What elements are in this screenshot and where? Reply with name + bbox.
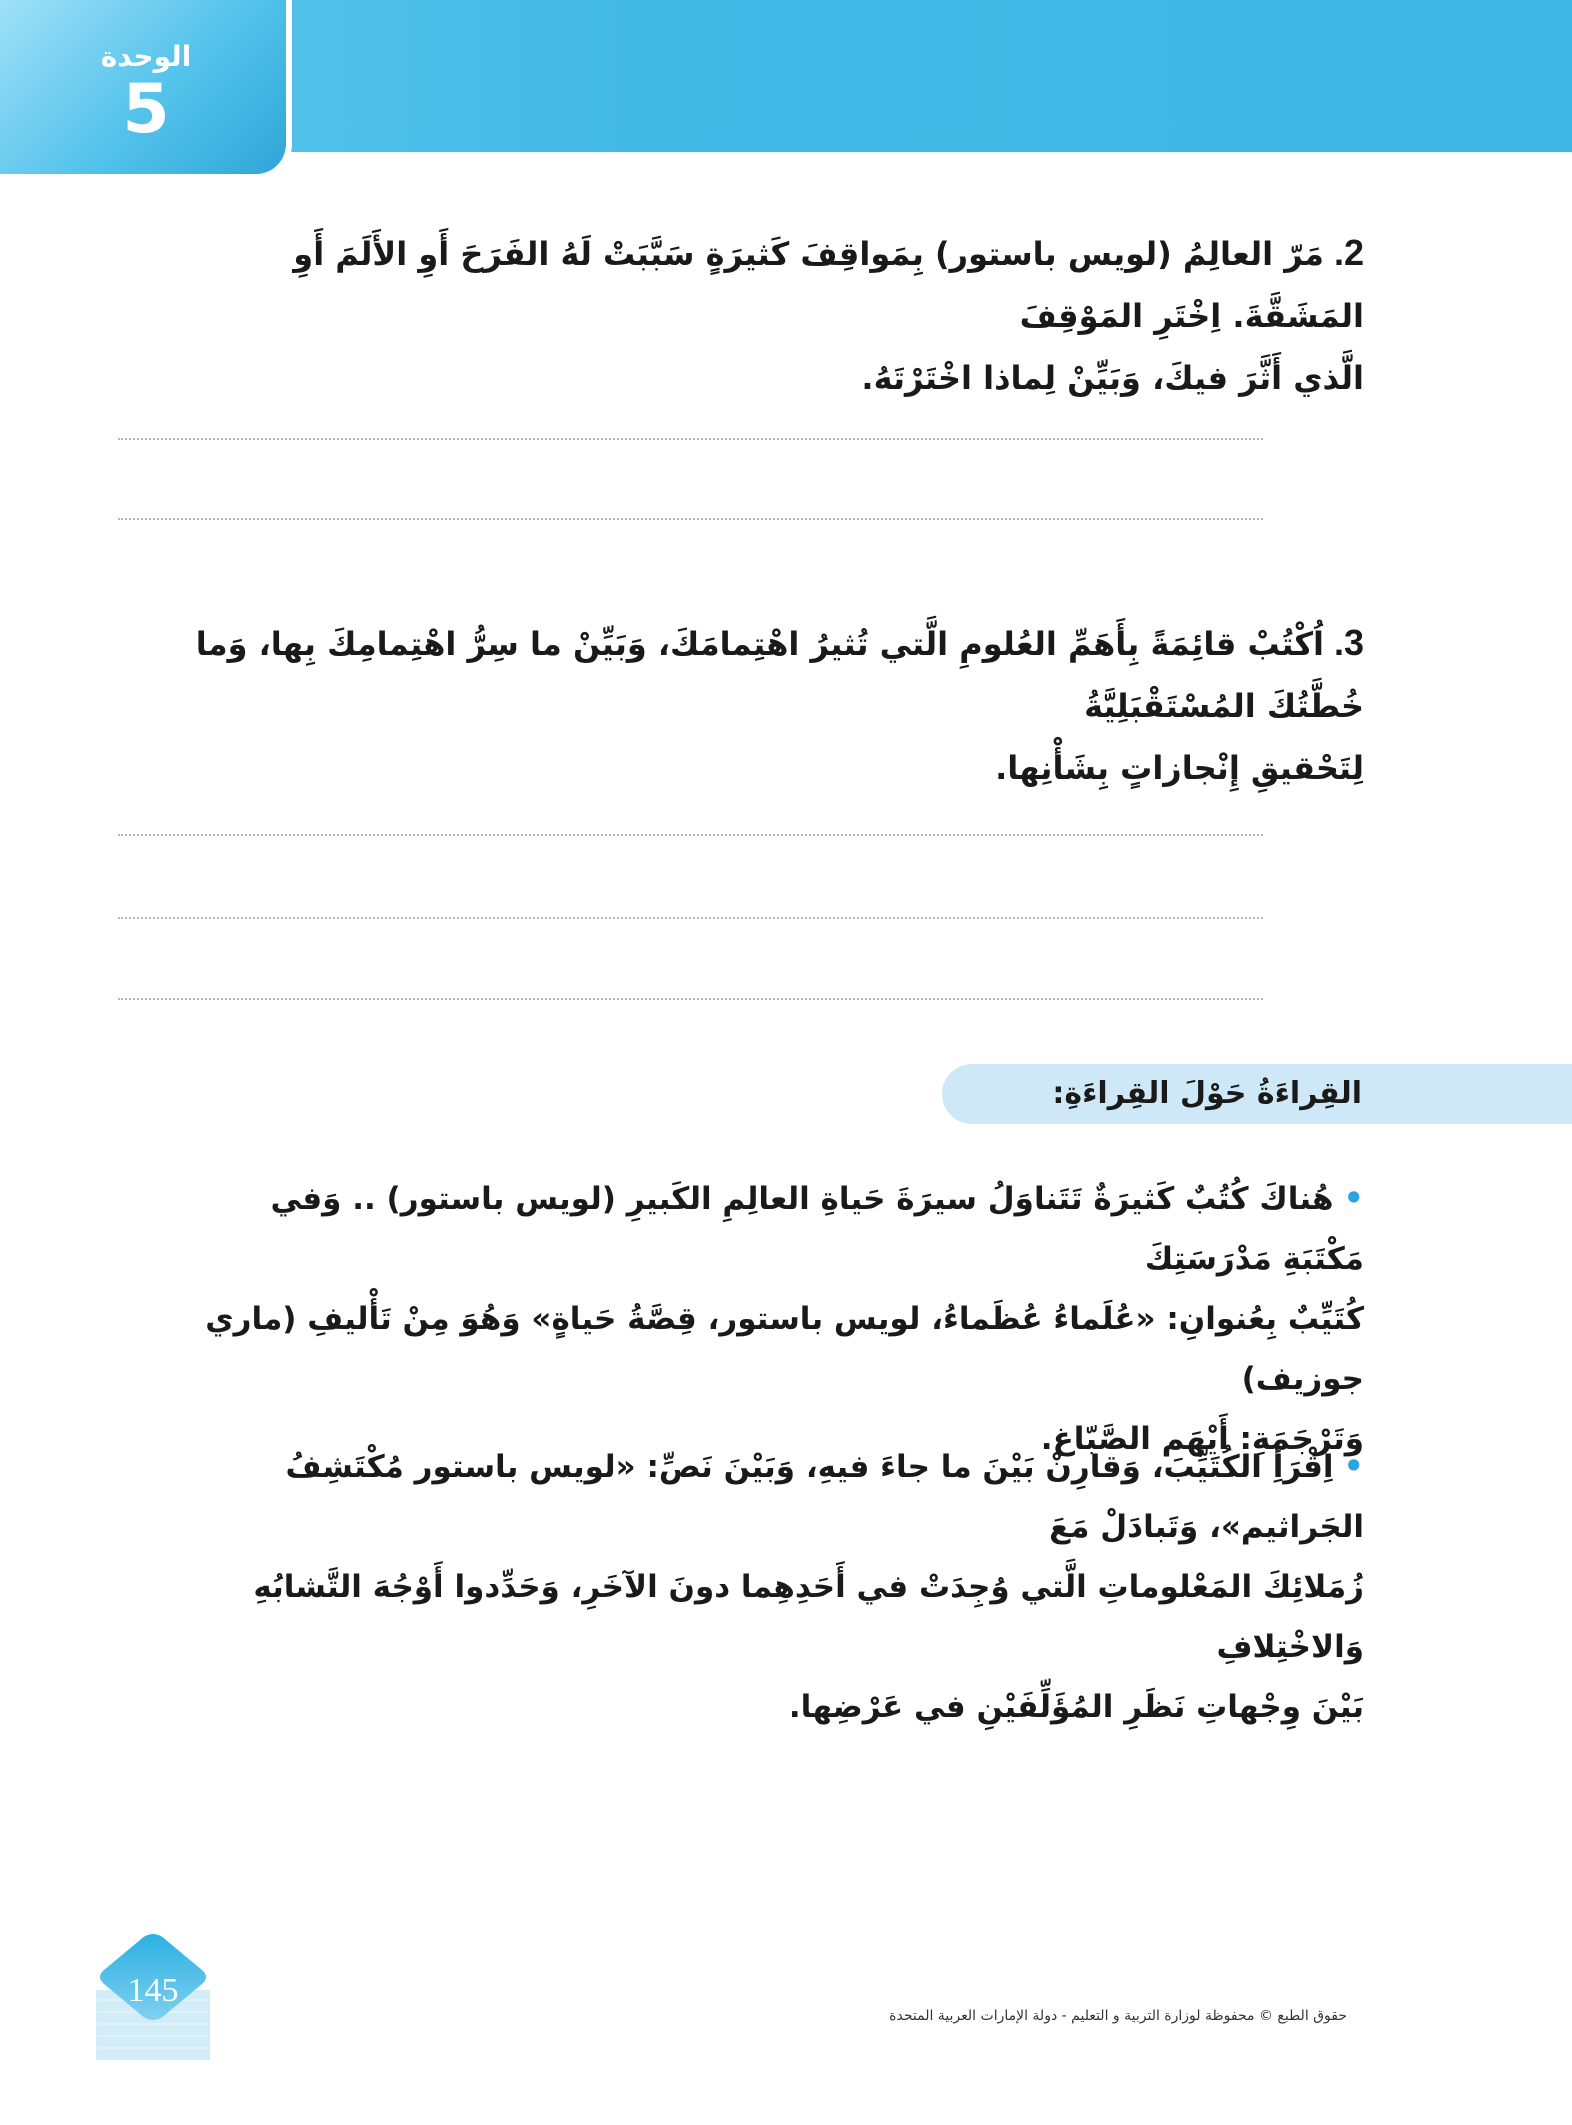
question-number: 2.	[1333, 232, 1364, 273]
unit-label: الوحدة	[100, 40, 192, 73]
bullet-line: •هُناكَ كُتُبٌ كَثيرَةٌ تَتَناوَلُ سيرَةَ حَياةِ العالِمِ الكَبيرِ (لويس باستور) .. وَفي مَكْتَبَةِ مَدْرَسَتِكَ	[270, 1179, 1364, 1277]
page-number: 145	[127, 1972, 179, 2009]
question-line: 2.مَرّ العالِمُ (لويس باستور) بِمَواقِفَ كَثيرَةٍ سَبَّبَتْ لَهُ الفَرَحَ أَوِ الأَلَمَ أَوِ المَشَقَّةَ. اِخْتَرِ المَوْقِفَ	[293, 232, 1364, 335]
bullet-dot-icon: •	[1343, 1447, 1364, 1485]
answer-line[interactable]	[118, 998, 1263, 1000]
answer-line[interactable]	[118, 438, 1263, 440]
bullet-line: كُتَيِّبٌ بِعُنوانِ: «عُلَماءُ عُظَماءُ، لويس باستور، قِصَّةُ حَياةٍ» وَهُوَ مِنْ تَأْليفِ (ماري جوزيف)	[205, 1301, 1364, 1397]
question-number: 3.	[1333, 622, 1364, 663]
answer-line[interactable]	[118, 834, 1263, 836]
answer-line[interactable]	[118, 917, 1263, 919]
section-title: القِراءَةُ حَوْلَ القِراءَةِ:	[1052, 1076, 1362, 1111]
bullet-line: •اِقْرَأِ الكُتَيِّبَ، وَقارِنْ بَيْنَ ما جاءَ فيهِ، وَبَيْنَ نَصِّ: «لويس باستور مُكْتَشِفُ الجَراثيم»، وَتَبادَلْ مَعَ	[285, 1447, 1364, 1545]
question-line: الَّذي أَثَّرَ فيكَ، وَبَيِّنْ لِماذا اخْتَرْتَهُ.	[861, 359, 1364, 397]
bullet-line: بَيْنَ وِجْهاتِ نَظَرِ المُؤَلِّفَيْنِ في عَرْضِها.	[788, 1689, 1364, 1725]
question-3	[184, 612, 1364, 799]
question-line: 3.اُكْتُبْ قائِمَةً بِأَهَمِّ العُلومِ الَّتي تُثيرُ اهْتِمامَكَ، وَبَيِّنْ ما سِرُّ اهْتِمامِكَ بِها، وَما خُطَّتُكَ المُسْتَقْبَلِيَّةُ	[195, 622, 1364, 725]
copyright-notice: حقوق الطبع © محفوظة لوزارة التربية و التعليم - دولة الإمارات العربية المتحدة	[889, 2008, 1347, 2024]
reading-bullet-1	[204, 1168, 1364, 1469]
unit-badge	[0, 0, 292, 180]
bullet-line: زُمَلائِكَ المَعْلوماتِ الَّتي وُجِدَتْ في أَحَدِهِما دونَ الآخَرِ، وَحَدِّدوا أَوْجُهَ التَّشابُهِ وَالاخْتِلافِ	[253, 1569, 1364, 1665]
bullet-line: وَتَرْجَمَةِ: أَيْهَم الصَّبّاغ.	[1040, 1421, 1364, 1457]
question-line: لِتَحْقيقِ إِنْجازاتٍ بِشَأْنِها.	[995, 749, 1364, 787]
bullet-dot-icon: •	[1343, 1179, 1364, 1217]
reading-bullet-2	[124, 1436, 1364, 1737]
question-2	[184, 222, 1364, 409]
answer-line[interactable]	[118, 518, 1263, 520]
unit-number: 5	[122, 70, 170, 149]
